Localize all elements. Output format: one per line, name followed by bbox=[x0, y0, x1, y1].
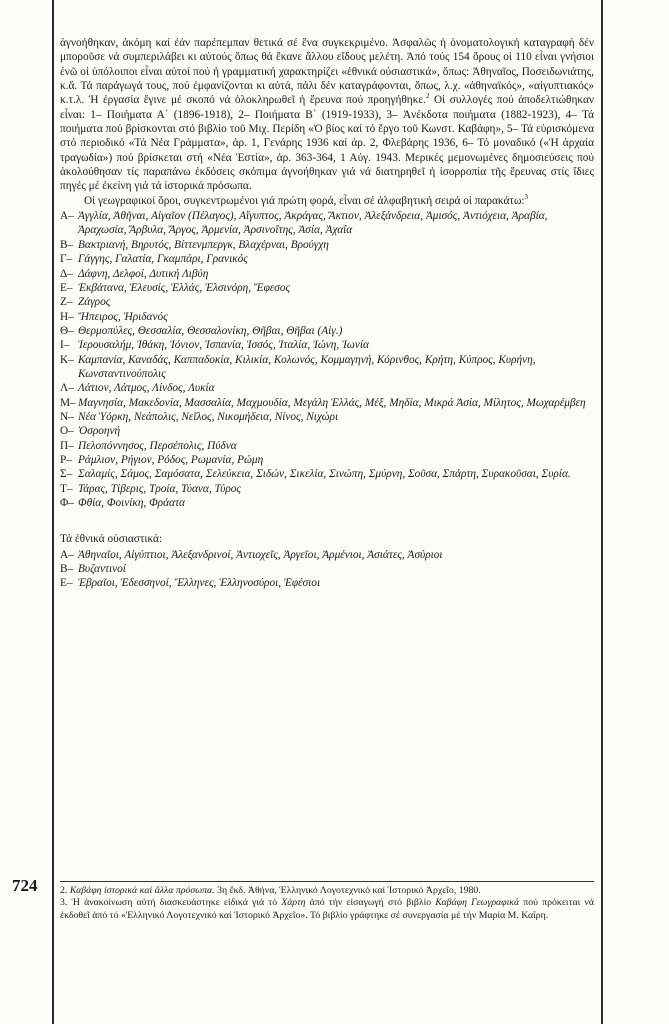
term-items: Φθία, Φοινίκη, Φράατα bbox=[78, 497, 185, 509]
main-text-column bbox=[60, 36, 594, 591]
term-row bbox=[60, 209, 594, 238]
term-row bbox=[60, 496, 594, 510]
term-row bbox=[60, 453, 594, 467]
footnote-mark: 3 bbox=[524, 193, 529, 202]
term-items: Ἐκβάτανα, Ἐλευσίς, Ἑλλάς, Ἐλσινόρη, Ἔφεσος bbox=[78, 281, 291, 294]
term-row bbox=[60, 324, 594, 338]
alphabet-letter: Ο– bbox=[60, 425, 74, 438]
alphabet-letter: Θ– bbox=[60, 324, 74, 337]
term-items: Βυζαντινοί bbox=[78, 563, 126, 576]
term-items: Μαγνησία, Μακεδονία, Μασσαλία, Μαχμουδία, Μεγάλη Ἑλλάς, Μέξ, Μηδία, Μικρά Ἀσία, Μίλητος, Μωχαρέμβεη bbox=[78, 396, 586, 409]
term-row bbox=[60, 338, 594, 352]
term-items: Νέα Ὑόρκη, Νεάπολις, Νεῖλος, Νικομήδεια, Νίνος, Νιχώρι bbox=[78, 410, 339, 423]
term-row bbox=[60, 310, 594, 324]
footnote-3: 3. Ἡ ἀνακοίνωση αὐτή διασκευάστηκε εἰδικά γιά τό Χάρτη ἀπό τήν εἰσαγωγή στό βιβλίο Καβάφη Γεωγραφικά πού πρόκειται νά ἐκδοθεῖ ἀπό τό «Ἑλληνικό Λογοτεχνικό καί Ἱστορικό Ἀρχεῖο». Τό βιβλίο γράφτηκε σέ συνεργασία μέ τήν Μαρία Μ. Καΐρη. bbox=[60, 897, 594, 921]
term-row bbox=[60, 576, 594, 590]
term-items: Τάρας, Τίβερις, Τροία, Τύανα, Τύρος bbox=[78, 482, 241, 495]
alphabet-letter: Τ– bbox=[60, 482, 73, 495]
term-items: Ἱερουσαλήμ, Ἰθάκη, Ἰόνιον, Ἰσπανία, Ἰσσός, Ἰταλία, Ἰώνη, Ἰωνία bbox=[78, 339, 369, 352]
alphabet-letter: Φ– bbox=[60, 497, 74, 509]
page-number: 724 bbox=[12, 876, 38, 895]
term-items: Σαλαμίς, Σάμος, Σαμόσατα, Σελεύκεια, Σιδών, Σικελία, Σινώπη, Σμύρνη, Σοῦσα, Σπάρτη, Συρακοῦσαι, Συρία. bbox=[78, 468, 571, 481]
term-row bbox=[60, 238, 594, 252]
term-row bbox=[60, 396, 594, 410]
footnote-2: 2. Καβάφη ἱστορικά καί ἄλλα πρόσωπα. 3η ἔκδ. Ἀθήνα, Ἑλληνικό Λογοτεχνικό καί Ἱστορικό Ἀρχεῖο, 1980. bbox=[60, 885, 481, 896]
term-items: Ἑβραῖοι, Ἐδεσσηνοί, Ἕλληνες, Ἑλληνοσύροι, Ἐφέσιοι bbox=[78, 577, 321, 590]
term-row bbox=[60, 548, 594, 562]
term-row bbox=[60, 410, 594, 424]
term-row bbox=[60, 424, 594, 438]
alphabet-letter: Γ– bbox=[60, 253, 73, 266]
term-items: Ζάγρος bbox=[78, 296, 111, 309]
alphabet-letter: Ε– bbox=[60, 281, 73, 294]
left-margin-rule bbox=[52, 0, 54, 1024]
alphabet-letter: Σ– bbox=[60, 468, 73, 481]
term-items: Πελοπόννησος, Περσέπολις, Πύδνα bbox=[78, 439, 237, 452]
term-row bbox=[60, 467, 594, 481]
alphabet-letter: Β– bbox=[60, 563, 74, 576]
term-items: Θερμοπύλες, Θεσσαλία, Θεσσαλονίκη, Θῆβαι, Θῆβαι (Αἰγ.) bbox=[78, 324, 343, 337]
alphabet-letter: Β– bbox=[60, 238, 74, 251]
term-items: Βακτριανή, Βηρυτός, Βίττενμπεργκ, Βλαχέρναι, Βρούγχη bbox=[78, 238, 329, 251]
footnote-mark: 2 bbox=[425, 92, 430, 101]
alphabet-letter: Κ– bbox=[60, 353, 74, 366]
alphabet-letter: Α– bbox=[60, 548, 74, 561]
term-items: Ἀθηναῖοι, Αἰγύπτιοι, Ἀλεξανδρινοί, Ἀντιοχεῖς, Ἀργεῖοι, Ἀρμένιοι, Ἀσιάτες, Ἀσύριοι bbox=[78, 548, 443, 561]
term-items: Ράμλιον, Ρήγιον, Ρόδος, Ρωμανία, Ρώμη bbox=[78, 453, 264, 466]
geographic-terms-list bbox=[60, 209, 594, 510]
term-items: Λάτιον, Λάτμος, Λίνδος, Λυκία bbox=[78, 382, 215, 395]
alphabet-letter: Η– bbox=[60, 310, 74, 323]
alphabet-letter: Μ– bbox=[60, 396, 76, 409]
alphabet-letter: Ζ– bbox=[60, 296, 73, 309]
term-items: Γάγγης, Γαλατία, Γκαμπάρι, Γρανικός bbox=[78, 253, 248, 266]
body-paragraph: ἀγνοήθηκαν, ἀκόμη καί ἐάν παρέπεμπαν θετικά σέ ἕνα συγκεκριμένο. Ἀσφαλῶς ἡ ὀνοματολογική καταγραφή δέν μποροῦσε νά συμπεριλάβει κι αὐτούς ὅπως θά ἔκανε ἄλλου εἴδους μελέτη. Ἀπό τούς 154 ὅρους οἱ 110 εἶναι γνήσιοι ἐνῶ οἱ ὑπόλοιποι εἶναι αὐτοί πού ἡ γραμματική χαρακτηρίζει «ἐθνικά οὐσιαστικά», ὅπως: Ἀθηναῖος, Ποσειδωνιάτης, κ.ἄ. Τά παράγωγά τους, πού ἐμφανίζονται κι αὐτά, πάλι δέν καταγράφονται, ὅπως, λ.χ. «ἀθηναϊκός», «αἰγυπτιακός» κ.τ.λ. Ἡ ἐργασία ἔγινε μέ σκοπό νά ὁλοκληρωθεῖ ἡ ἔρευνα πού προηγήθηκε.$^2$ Οἱ συλλογές πού ἀποδελτιώθηκαν εἶναι: 1– Ποιήματα Α΄ (1896-1918), 2– Ποιήματα Β΄ (1919-1933), 3– Ἀνέκδοτα ποιήματα (1882-1923), 4– Τά ποιήματα πού βρίσκονται στό βιβλίο τοῦ Μιχ. Περίδη «Ὁ βίος καί τό ἔργο τοῦ Κωνστ. Καβάφη», 5– Τά εὑρισκόμενα στό περιοδικό «Τά Νέα Γράμματα», ἀρ. 1, Γενάρης 1936 καί ἀρ. 2, Φλεβάρης 1936, 6– Τό μοναδικό («Ἡ ἀρχαία τραγωδία») πού βρίσκεται στή «Νέα Ἑστία», ἀρ. 363-364, 1 Αὐγ. 1943. Μερικές μεμονωμένες δημοσιεύσεις πού ἀκολούθησαν τίς παραπάνω ἐκδόσεις σκόπιμα ἀγνοήθηκαν γιά νά διατηρηθεῖ ἡ ἰσορροπία τῆς ἔρευνας στίς ἴδιες πηγές μέ ἐκείνη γιά τά ἱστορικά πρόσωπα. bbox=[60, 37, 594, 193]
ethnic-terms-list bbox=[60, 548, 594, 591]
term-row bbox=[60, 252, 594, 266]
term-items: Καμπανία, Καναδάς, Καππαδοκία, Κιλικία, Κολωνός, Κομμαγηνή, Κόρινθος, Κρήτη, Κύπρος, Κυρήνη, Κωνσταντινούπολις bbox=[78, 353, 536, 380]
ethnic-terms-heading: Τά ἐθνικά οὐσιαστικά: bbox=[60, 533, 163, 546]
term-row bbox=[60, 562, 594, 576]
term-row bbox=[60, 439, 594, 453]
alphabet-letter: Ε– bbox=[60, 577, 73, 590]
alphabet-letter: Α– bbox=[60, 210, 74, 223]
footnotes bbox=[60, 881, 594, 922]
alphabet-letter: Δ– bbox=[60, 267, 73, 280]
alphabet-letter: Ν– bbox=[60, 410, 74, 423]
term-items: Δάφνη, Δελφοί, Δυτική Λιβύη bbox=[78, 267, 209, 280]
alphabet-letter: Ρ– bbox=[60, 453, 72, 466]
term-row bbox=[60, 267, 594, 281]
term-items: Ἤπειρος, Ἠριδανός bbox=[78, 310, 168, 323]
term-items: Ἀγγλία, Ἀθῆναι, Αἰγαῖον (Πέλαγος), Αἴγυπτος, Ἀκράγας, Ἄκτιον, Ἀλεξάνδρεια, Ἀμισός, Ἀντιόχεια, Ἀραβία, Ἀραχωσία, Ἄρβυλα, Ἄργος, Ἀρμενία, Ἀρσινοΐτης, Ἀσία, Ἀχαΐα bbox=[78, 210, 548, 237]
term-items: Ὀσροηνή bbox=[78, 425, 121, 438]
alphabet-letter: Π– bbox=[60, 439, 74, 452]
term-row bbox=[60, 381, 594, 395]
alphabet-letter: Ι– bbox=[60, 339, 70, 352]
term-row bbox=[60, 281, 594, 295]
term-row bbox=[60, 482, 594, 496]
term-row bbox=[60, 353, 594, 382]
right-margin-rule bbox=[601, 0, 603, 1024]
alphabet-letter: Λ– bbox=[60, 382, 74, 395]
term-row bbox=[60, 295, 594, 309]
body-paragraph: Οἱ γεωγραφικοί ὅροι, συγκεντρωμένοι γιά πρώτη φορά, εἶναι σέ ἀλφαβητική σειρά οἱ παρακάτω:$^3$ bbox=[84, 193, 529, 207]
